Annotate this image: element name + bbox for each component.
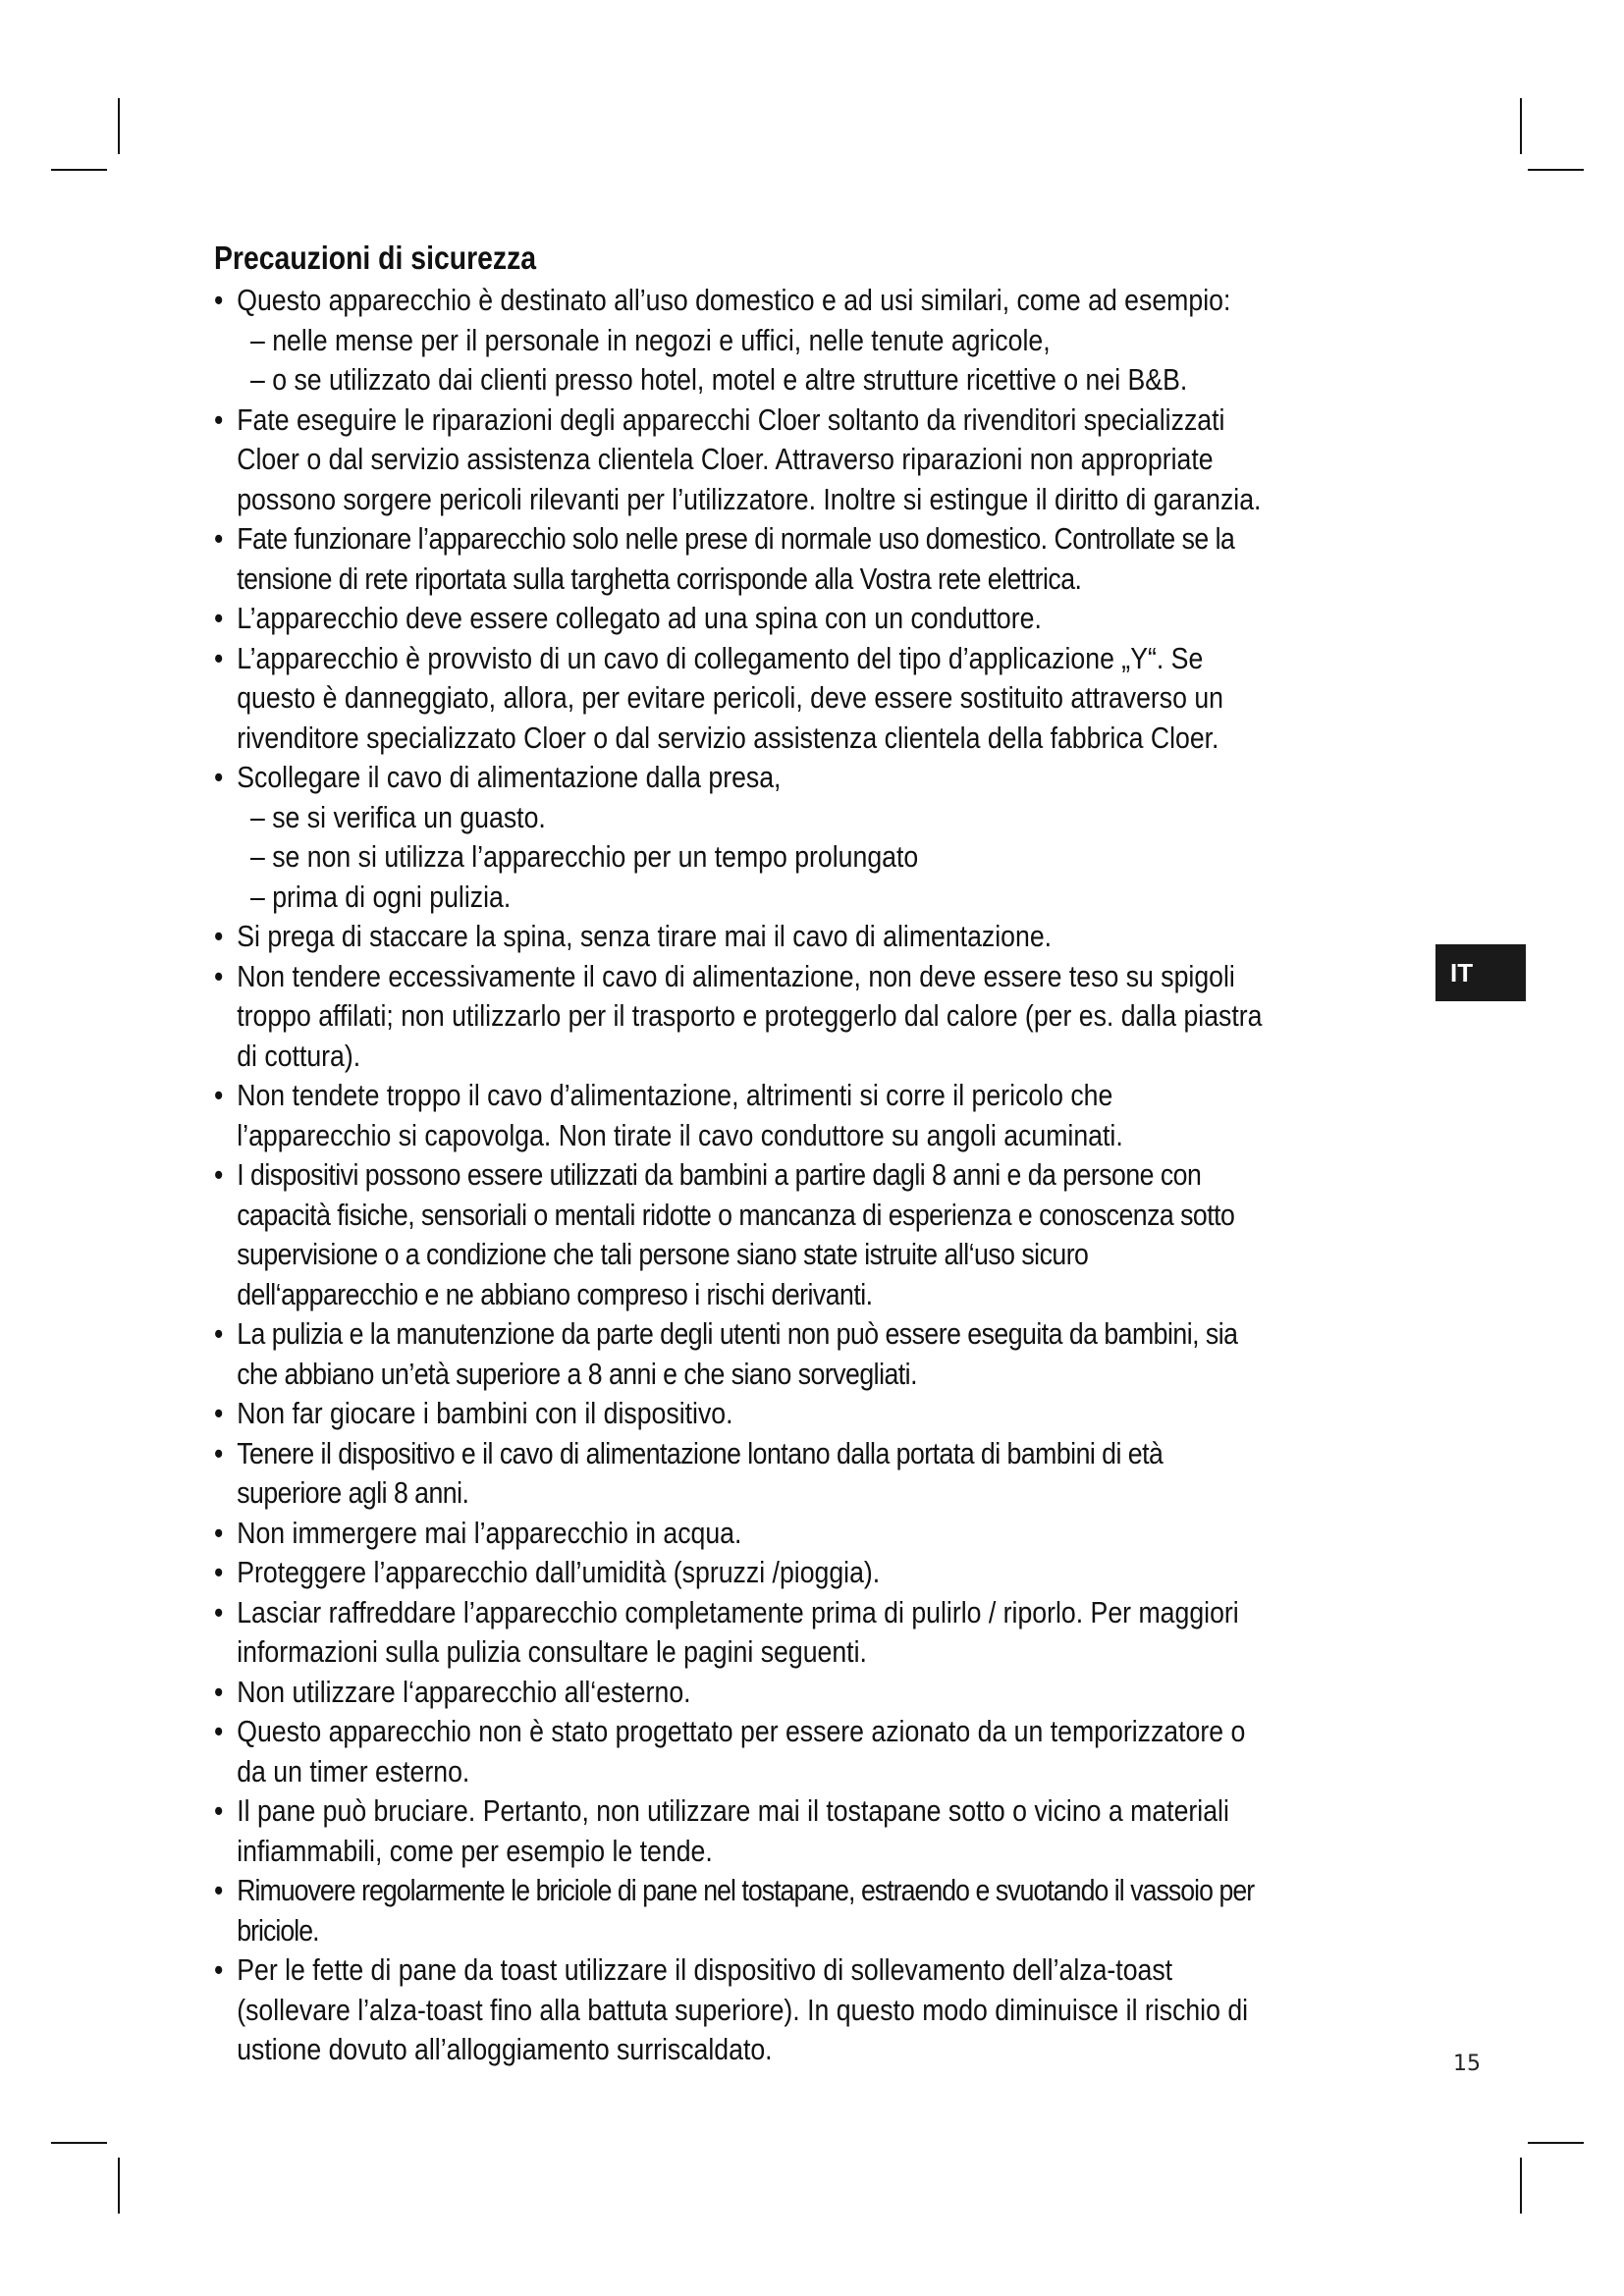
language-tab (1435, 944, 1526, 1001)
crop-mark-top-left-vertical (118, 98, 120, 154)
bullet-item: • Lasciar raffreddare l’apparecchio completamente prima di pulirlo / riporlo. Per maggiori informazioni sulla pulizia consultare le pagini seguenti. (214, 1593, 1270, 1673)
bullet-item: • L’apparecchio è provvisto di un cavo di collegamento del tipo d’applicazione „Y“. Se questo è danneggiato, allora, per evitare pericoli, deve essere sostituito attraverso un rivenditore specializzato Cloer o dal servizio assistenza clientela della fabbrica Cloer. (214, 639, 1270, 759)
bullet-item: • Scollegare il cavo di alimentazione dalla presa, (214, 758, 1270, 798)
crop-mark-bottom-left-horizontal (51, 2142, 107, 2144)
language-tab-label: IT (1450, 957, 1474, 988)
bullet-item: • Il pane può bruciare. Pertanto, non utilizzare mai il tostapane sotto o vicino a materiali infiammabili, come per esempio le tende. (214, 1791, 1270, 1871)
section-heading: Precauzioni di sicurezza (214, 240, 537, 276)
bullet-item: • Non utilizzare l‘apparecchio all‘esterno. (214, 1673, 1270, 1713)
bullet-item: • Non immergere mai l’apparecchio in acqua. (214, 1514, 1270, 1554)
sub-item: – se non si utilizza l’apparecchio per un tempo prolungato (249, 839, 919, 874)
bullet-item: • Fate funzionare l’apparecchio solo nelle prese di normale uso domestico. Controllate se la tensione di rete riportata sulla targhetta corrisponde alla Vostra rete elettrica. (214, 519, 1270, 599)
bullet-item: • Questo apparecchio è destinato all’uso domestico e ad usi similari, come ad esempio: (214, 281, 1270, 321)
crop-mark-bottom-right-horizontal (1528, 2142, 1584, 2144)
crop-mark-bottom-right-vertical (1520, 2158, 1522, 2214)
bullet-item: • Questo apparecchio non è stato progettato per essere azionato da un temporizzatore o da un timer esterno. (214, 1712, 1270, 1791)
bullet-item: • Non tendere eccessivamente il cavo di alimentazione, non deve essere teso su spigoli troppo affilati; non utilizzarlo per il trasporto e proteggerlo dal calore (per es. dalla piastra di cottura). (214, 957, 1270, 1077)
bullet-item: • L’apparecchio deve essere collegato ad una spina con un conduttore. (214, 599, 1270, 639)
bullet-item: • Non far giocare i bambini con il dispositivo. (214, 1394, 1270, 1434)
bullet-item: • Proteggere l’apparecchio dall’umidità (spruzzi /pioggia). (214, 1553, 1270, 1593)
crop-mark-top-right-vertical (1520, 98, 1522, 154)
crop-mark-bottom-left-vertical (118, 2158, 120, 2214)
sub-item: – o se utilizzato dai clienti presso hotel, motel e altre strutture ricettive o nei B&B. (249, 362, 1188, 397)
sub-item: – nelle mense per il personale in negozi e uffici, nelle tenute agricole, (249, 322, 1051, 357)
crop-mark-top-right-horizontal (1528, 169, 1584, 171)
bullet-item: • Per le fette di pane da toast utilizzare il dispositivo di sollevamento dell’alza-toast (sollevare l’alza-toast fino alla battuta superiore). In questo modo diminuisce il rischio di ustione dovuto all’alloggiamento surriscaldato. (214, 1950, 1270, 2070)
crop-mark-top-left-horizontal (51, 169, 107, 171)
bullet-item: • I dispositivi possono essere utilizzati da bambini a partire dagli 8 anni e da persone con capacità fisiche, sensoriali o mentali ridotte o mancanza di esperienza e conoscenza sotto supervisione o a condizione che tali persone siano state istruite all‘uso sicuro dell‘apparecchio e ne abbiano compreso i rischi derivanti. (214, 1155, 1270, 1314)
bullet-item: • Non tendete troppo il cavo d’alimentazione, altrimenti si corre il pericolo che l’apparecchio si capovolga. Non tirate il cavo conduttore su angoli acuminati. (214, 1076, 1270, 1155)
bullet-item: • Tenere il dispositivo e il cavo di alimentazione lontano dalla portata di bambini di età superiore agli 8 anni. (214, 1434, 1270, 1514)
precautions-list (214, 281, 1270, 2070)
bullet-item: • Rimuovere regolarmente le briciole di pane nel tostapane, estraendo e svuotando il vassoio per briciole. (214, 1871, 1270, 1950)
bullet-item: • Si prega di staccare la spina, senza tirare mai il cavo di alimentazione. (214, 917, 1270, 957)
bullet-item: • Fate eseguire le riparazioni degli apparecchi Cloer soltanto da rivenditori specializzati Cloer o dal servizio assistenza clientela Cloer. Attraverso riparazioni non appropriate possono sorgere pericoli rilevanti per l’utilizzatore. Inoltre si estingue il diritto di garanzia. (214, 400, 1270, 520)
bullet-item: • La pulizia e la manutenzione da parte degli utenti non può essere eseguita da bambini, sia che abbiano un’età superiore a 8 anni e che siano sorvegliati. (214, 1314, 1270, 1394)
sub-item: – prima di ogni pulizia. (249, 879, 512, 914)
page-number: 15 (1453, 2052, 1481, 2076)
safety-precautions-section (214, 238, 1270, 2070)
sub-item: – se si verifica un guasto. (249, 799, 546, 834)
